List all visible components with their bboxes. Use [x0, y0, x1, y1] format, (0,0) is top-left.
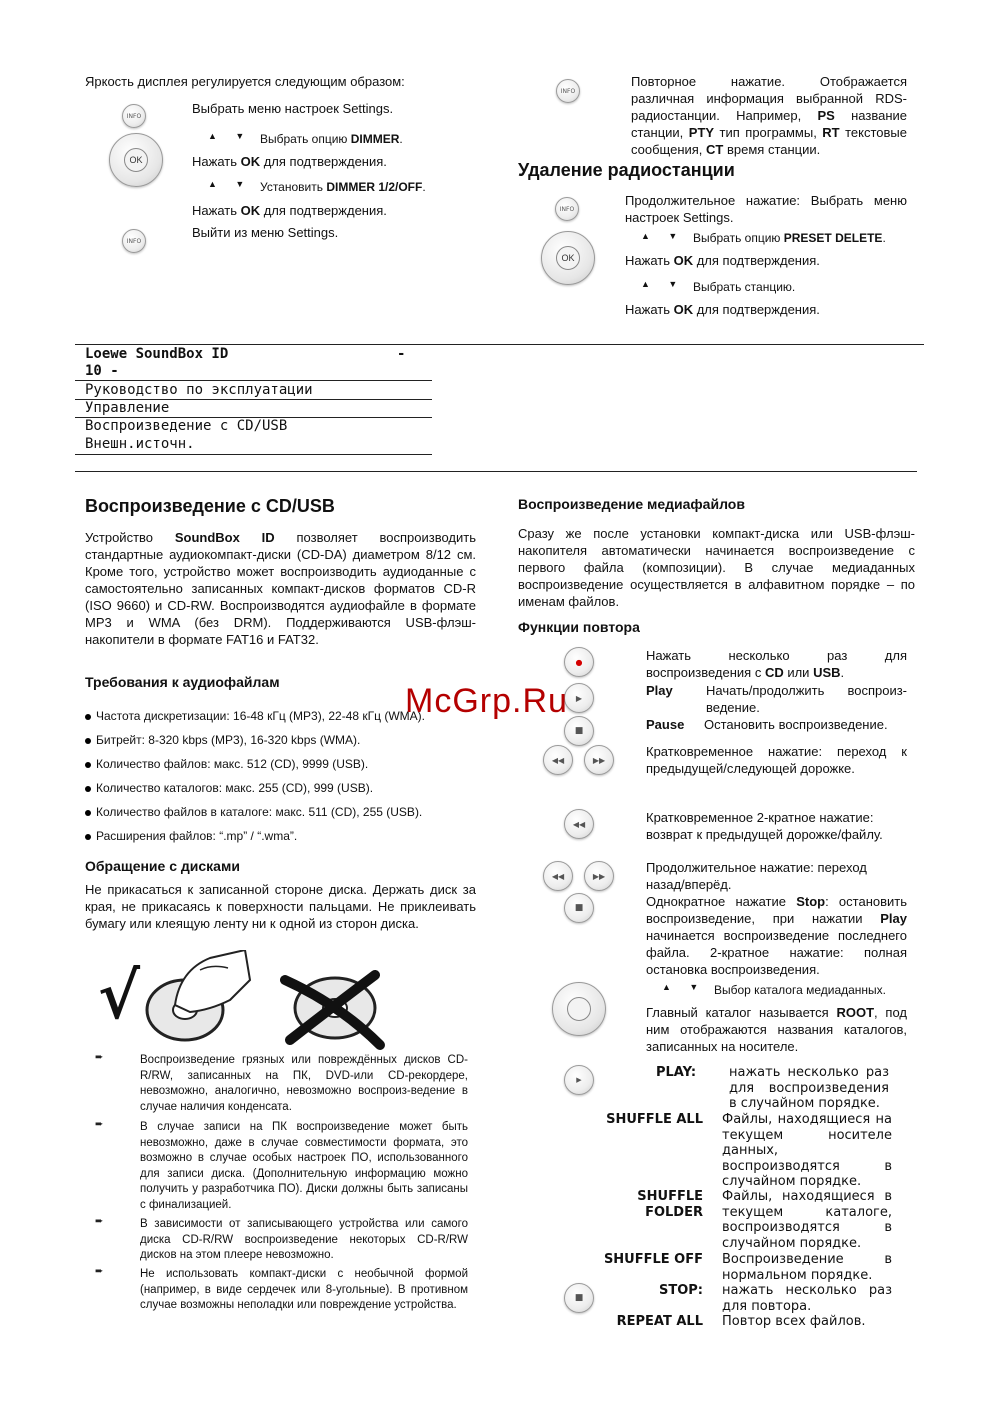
root-text: Главный каталог называется ROOT, под ним отображаются названия каталогов, записанных на носителе.: [646, 1005, 907, 1054]
info-button-icon: INFO: [122, 104, 146, 128]
dimmer-step-3: Нажать OK для подтверждения.: [192, 154, 387, 169]
play-button-icon: ▶: [564, 1065, 594, 1095]
up-down-arrows-icon: ▲ ▼: [208, 131, 253, 141]
navigation-ring-icon: [541, 231, 595, 285]
header-row: Руководство по эксплуатации: [85, 382, 313, 398]
dimmer-step-2: Выбрать опцию DIMMER.: [260, 132, 403, 146]
up-down-arrows-icon: ▲ ▼: [208, 179, 253, 189]
play-text: Начать/продолжить воспроиз-ведение.: [706, 683, 907, 715]
pause-label: Pause: [646, 717, 685, 732]
mode-text: Файлы, находящиеся в текущем каталоге, воспроизводятся в случайном порядке.: [722, 1189, 892, 1251]
requirement-item: Количество файлов: макс. 512 (CD), 9999 (USB).: [85, 756, 368, 772]
disc-handling-heading: Обращение с дисками: [85, 858, 240, 874]
rewind-button-icon: ◀◀: [564, 809, 594, 839]
pointer-icon: ➨: [95, 1266, 104, 1277]
mode-label: STOP:: [658, 1283, 703, 1298]
disc-note: Воспроизведение грязных или повреждённых дисков CD-R/RW, записанных на ПК, DVD-или CD-рекордере, невозможно, аналогично, невозможно воспроиз-ведение в случае наличия конденсата.: [140, 1054, 468, 1113]
mode-label: REPEAT ALL: [616, 1314, 703, 1329]
disc-note: В зависимости от записывающего устройства или самого диска CD-R/RW воспроизведение некоторых CD-R/RW дисков на этом плеере невозможно.: [140, 1218, 468, 1261]
header-rule: [75, 454, 432, 455]
repeat-source-text: Нажать несколько раз для воспроизведения с CD или USB.: [646, 648, 907, 680]
header-dash: -: [397, 346, 406, 362]
header-rule: [75, 344, 924, 345]
requirement-item: Количество файлов в каталоге: макс. 511 (CD), 255 (USB).: [85, 804, 422, 820]
up-down-arrows-icon: ▲ ▼: [641, 231, 686, 241]
pause-text: Остановить воспроизведение.: [704, 717, 888, 732]
header-rule: [75, 380, 432, 381]
dimmer-step-4: Установить DIMMER 1/2/OFF.: [260, 180, 426, 194]
ok-icon: OK: [124, 148, 148, 172]
requirements-heading: Требования к аудиофайлам: [85, 674, 280, 690]
dimmer-step-1: Выбрать меню настроек Settings.: [192, 101, 394, 116]
section-rule: [75, 471, 917, 472]
rewind-button-icon: ◀◀: [543, 861, 573, 891]
record-button-icon: ●: [564, 647, 594, 677]
disc-note: В случае записи на ПК воспроизведение может быть невозможно, даже в случае совместимости формата, это возможно в случае особых настроек ПО, использованного для записи диска. (Дополнительную информацию можно получить у разработчика ПО). Диски должны быть записаны с финализацией.: [140, 1121, 468, 1211]
mode-label: SHUFFLE FOLDER: [637, 1189, 703, 1220]
short-double-press-text: Кратковременное 2-кратное нажатие: возврат к предыдущей дорожке/файлу.: [646, 810, 883, 842]
ok-icon: OK: [556, 246, 580, 270]
mode-text: нажать несколько раз для воспроизведения в случайном порядке.: [729, 1065, 889, 1111]
delete-step-3: Нажать OK для подтверждения.: [625, 253, 820, 268]
requirement-item: Частота дискретизации: 16-48 кГц (MP3), 22-48 кГц (WMA).: [85, 708, 425, 724]
requirement-item: Количество каталогов: макс. 255 (CD), 999 (USB).: [85, 780, 373, 796]
mode-text: нажать несколько раз для повтора.: [722, 1283, 892, 1314]
requirement-item: Битрейт: 8-320 kbps (MP3), 16-320 kbps (WMA).: [85, 732, 360, 748]
mode-text: Файлы, находящиеся на текущем носителе данных, воспроизводятся в случайном порядке.: [722, 1112, 892, 1189]
navigation-ring-icon: [109, 133, 163, 187]
media-heading: Воспроизведение медиафайлов: [518, 496, 745, 512]
intro-paragraph: Устройство SoundBox ID позволяет воспроизводить стандартные аудиокомпакт-диски (CD-DA) диаметром 8/12 см. Кроме того, устройство может воспроизводить аудиоданные с самостоятельно записанных компакт-дисков форматов CD-R (ISO 9660) и CD-RW. Воспроизводятся аудиофайле в формате MP3 и WMA (без DRM). Поддерживаются USB-флэш-накопители в формате FAT16 и FAT32.: [85, 530, 476, 647]
short-press-text: Кратковременное нажатие: переход к предыдущей/следующей дорожке.: [646, 744, 907, 776]
rewind-button-icon: ◀◀: [543, 745, 573, 775]
up-down-arrows-icon: ▲ ▼: [641, 279, 686, 289]
dimmer-intro: Яркость дисплея регулируется следующим образом:: [85, 74, 405, 89]
delete-station-heading: Удаление радиостанции: [518, 160, 735, 180]
mode-label: SHUFFLE ALL: [606, 1112, 703, 1127]
watermark: McGrp.Ru: [405, 682, 568, 720]
play-label: Play: [646, 683, 673, 698]
check-mark-icon: √: [98, 959, 141, 1034]
header-row: Внешн.источн.: [85, 436, 195, 452]
stop-button-icon: ■: [564, 893, 594, 923]
rds-info-text: Повторное нажатие. Отображается различная информация выбранной RDS-радиостанции. Например, PS название станции, PTY тип программы, RT текстовые сообщения, CT время станции.: [631, 74, 908, 157]
pointer-icon: ➨: [95, 1216, 104, 1227]
delete-step-5: Нажать OK для подтверждения.: [625, 302, 820, 317]
forward-button-icon: ▶▶: [584, 745, 614, 775]
info-button-icon: INFO: [556, 79, 580, 103]
disc-note: Не использовать компакт-диски с необычной формой (например, в виде сердечек или 8-угольные). В противном случае возможны неполадки или повреждение устройства.: [140, 1268, 468, 1311]
stop-button-icon: ■: [564, 716, 594, 746]
mode-text: Повтор всех файлов.: [722, 1314, 866, 1329]
catalog-text: Выбор каталога медиаданных.: [714, 983, 887, 997]
forward-button-icon: ▶▶: [584, 861, 614, 891]
repeat-heading: Функции повтора: [518, 619, 640, 635]
section-heading: Воспроизведение с CD/USB: [85, 496, 335, 516]
header-page-number: 10 -: [85, 363, 119, 379]
dimmer-step-5: Нажать OK для подтверждения.: [192, 203, 387, 218]
delete-step-4: Выбрать станцию.: [693, 280, 796, 294]
pointer-icon: ➨: [95, 1052, 104, 1063]
delete-step-2: Выбрать опцию PRESET DELETE.: [693, 231, 886, 245]
up-down-arrows-icon: ▲ ▼: [662, 982, 707, 992]
play-pause-button-icon: ▶: [564, 683, 594, 713]
navigation-ring-icon: [552, 982, 606, 1036]
disc-handling-text: Не прикасаться к записанной стороне диска. Держать диск за края, не прикасаясь к поверхности пальцами. Не приклеивать бумагу или клеящую ленту ни к одной из сторон диска.: [85, 882, 476, 931]
mode-label: PLAY:: [656, 1065, 697, 1080]
delete-step-1: Продолжительное нажатие: Выбрать меню настроек Settings.: [625, 193, 907, 225]
requirement-item: Расширения файлов: “.mp” / “.wma”.: [85, 828, 297, 844]
info-button-icon: INFO: [555, 197, 579, 221]
stop-text: Однократное нажатие Stop: остановить воспроизведение, при нажатии Play начинается воспроизведение последнего файла. 2-кратное нажатие: полная остановка воспроизведения.: [646, 894, 908, 977]
header-row: Воспроизведение с CD/USB: [85, 418, 288, 434]
pointer-icon: ➨: [95, 1119, 104, 1130]
header-row: Управление: [85, 400, 170, 416]
header-title: Loewe SoundBox ID: [85, 346, 229, 362]
info-button-icon: INFO: [122, 229, 146, 253]
mode-label: SHUFFLE OFF: [603, 1252, 703, 1267]
mode-text: Воспроизведение в нормальном порядке.: [722, 1252, 892, 1283]
media-text: Сразу же после установки компакт-диска или USB-флэш-накопителя автоматически начинается воспроизведение с первого файла (композиции). В случае медиаданных воспроизведение осуществляется в алфавитном порядке – по именам файлов.: [518, 526, 915, 609]
disc-handling-illustration: [140, 950, 420, 1050]
long-press-text: Продолжительное нажатие: переход назад/вперёд.: [646, 860, 867, 892]
center-button-icon: [567, 997, 591, 1021]
dimmer-step-6: Выйти из меню Settings.: [192, 225, 339, 240]
stop-button-icon: ■: [564, 1283, 594, 1313]
